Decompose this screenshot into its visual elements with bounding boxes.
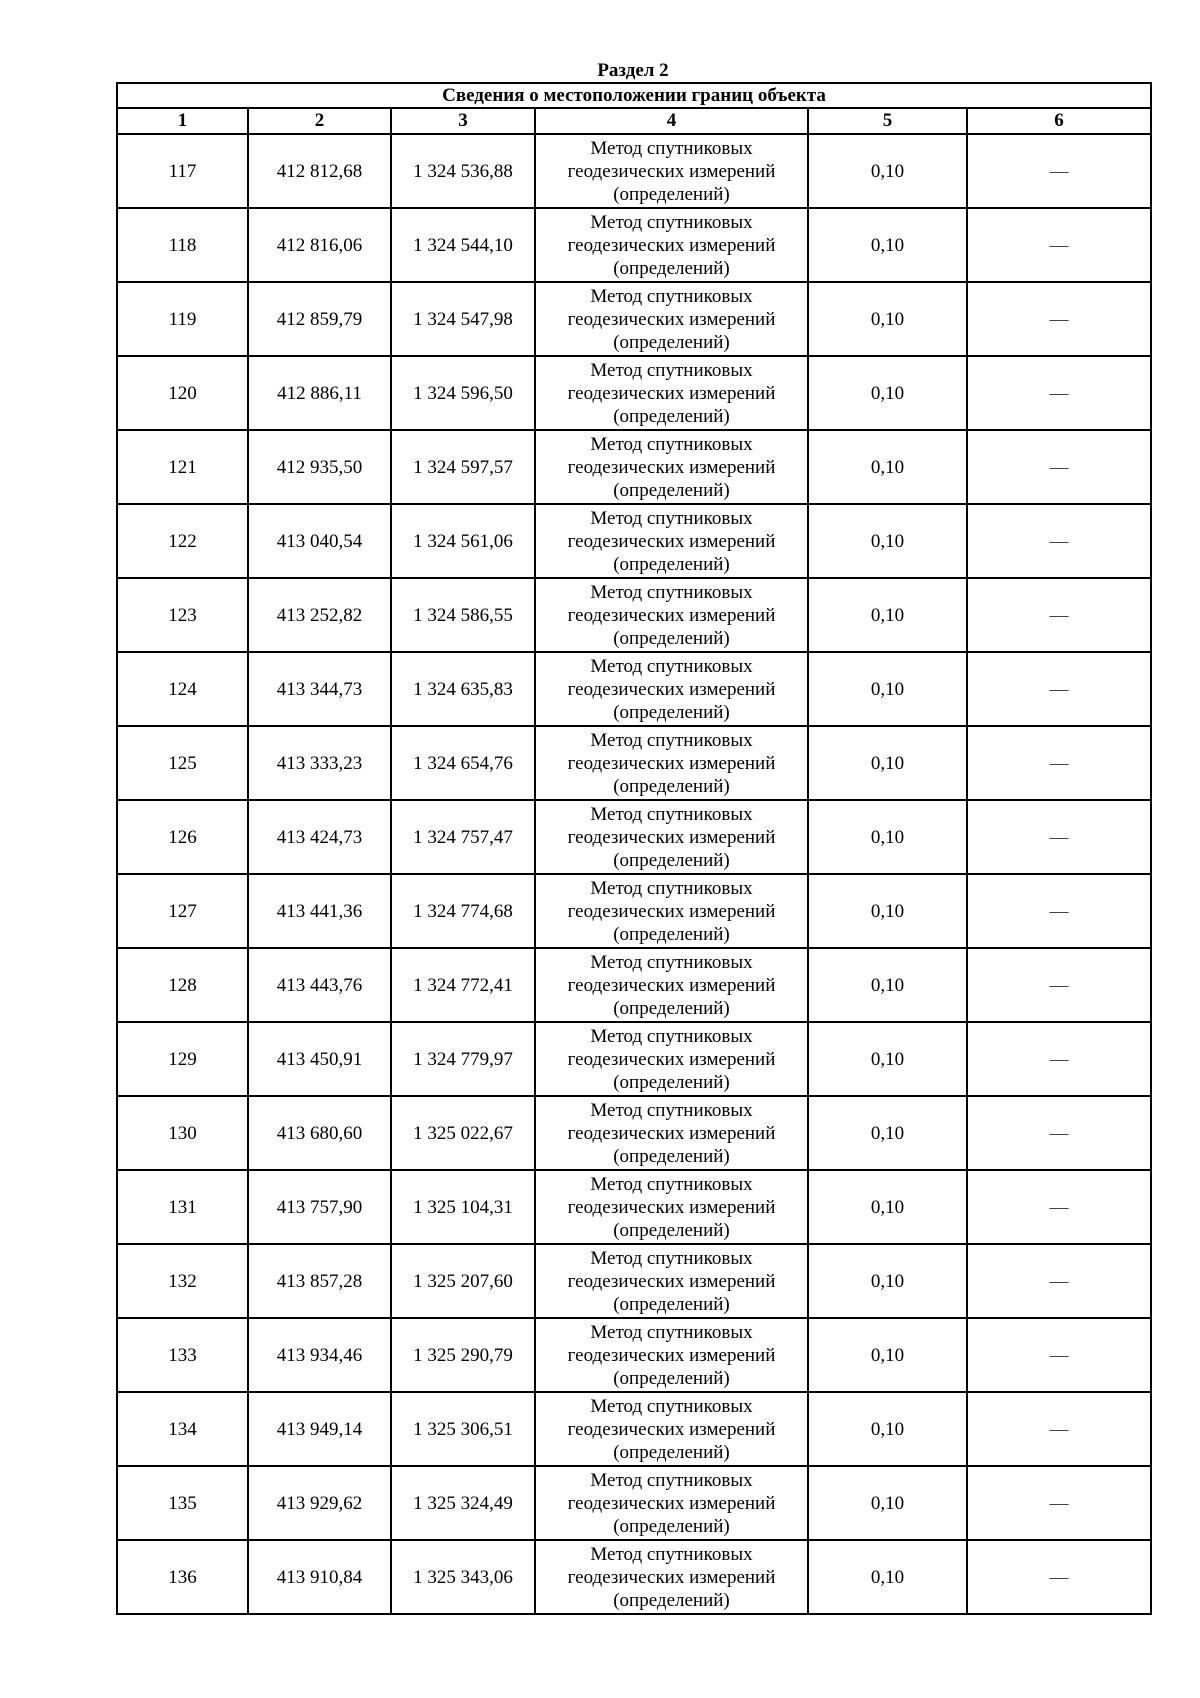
table-row xyxy=(117,208,1151,282)
table-row xyxy=(117,1540,1151,1614)
method-cell: Метод спутниковых геодезических измерений (определений) xyxy=(535,282,808,356)
note-cell: — xyxy=(967,1170,1151,1244)
table-row xyxy=(117,1318,1151,1392)
y-coordinate-cell: 1 324 547,98 xyxy=(391,282,535,356)
method-cell: Метод спутниковых геодезических измерений (определений) xyxy=(535,578,808,652)
accuracy-cell: 0,10 xyxy=(808,134,967,208)
y-coordinate-cell: 1 324 586,55 xyxy=(391,578,535,652)
note-cell: — xyxy=(967,726,1151,800)
x-coordinate-cell: 413 344,73 xyxy=(248,652,391,726)
section-title: Раздел 2 xyxy=(597,60,669,81)
y-coordinate-cell: 1 324 774,68 xyxy=(391,874,535,948)
y-coordinate-cell: 1 324 635,83 xyxy=(391,652,535,726)
method-cell: Метод спутниковых геодезических измерений (определений) xyxy=(535,208,808,282)
point-number-cell: 127 xyxy=(117,874,248,948)
y-coordinate-cell: 1 325 306,51 xyxy=(391,1392,535,1466)
note-cell: — xyxy=(967,430,1151,504)
accuracy-cell: 0,10 xyxy=(808,726,967,800)
x-coordinate-cell: 412 816,06 xyxy=(248,208,391,282)
method-cell: Метод спутниковых геодезических измерений (определений) xyxy=(535,874,808,948)
boundary-table xyxy=(116,82,1152,1615)
point-number-cell: 136 xyxy=(117,1540,248,1614)
x-coordinate-cell: 413 929,62 xyxy=(248,1466,391,1540)
note-cell: — xyxy=(967,1244,1151,1318)
method-cell: Метод спутниковых геодезических измерений (определений) xyxy=(535,726,808,800)
method-cell: Метод спутниковых геодезических измерений (определений) xyxy=(535,1318,808,1392)
accuracy-cell: 0,10 xyxy=(808,1022,967,1096)
x-coordinate-cell: 413 680,60 xyxy=(248,1096,391,1170)
table-caption-row xyxy=(117,83,1151,108)
point-number-cell: 132 xyxy=(117,1244,248,1318)
column-number: 1 xyxy=(117,108,248,134)
point-number-cell: 130 xyxy=(117,1096,248,1170)
column-number: 2 xyxy=(248,108,391,134)
x-coordinate-cell: 413 910,84 xyxy=(248,1540,391,1614)
x-coordinate-cell: 413 424,73 xyxy=(248,800,391,874)
column-number: 6 xyxy=(967,108,1151,134)
table-row xyxy=(117,1466,1151,1540)
accuracy-cell: 0,10 xyxy=(808,208,967,282)
column-number: 5 xyxy=(808,108,967,134)
note-cell: — xyxy=(967,1466,1151,1540)
point-number-cell: 126 xyxy=(117,800,248,874)
table-row xyxy=(117,282,1151,356)
x-coordinate-cell: 412 859,79 xyxy=(248,282,391,356)
point-number-cell: 131 xyxy=(117,1170,248,1244)
point-number-cell: 135 xyxy=(117,1466,248,1540)
method-cell: Метод спутниковых геодезических измерений (определений) xyxy=(535,504,808,578)
x-coordinate-cell: 413 333,23 xyxy=(248,726,391,800)
point-number-cell: 122 xyxy=(117,504,248,578)
note-cell: — xyxy=(967,282,1151,356)
point-number-cell: 120 xyxy=(117,356,248,430)
y-coordinate-cell: 1 324 596,50 xyxy=(391,356,535,430)
note-cell: — xyxy=(967,1318,1151,1392)
point-number-cell: 134 xyxy=(117,1392,248,1466)
accuracy-cell: 0,10 xyxy=(808,1392,967,1466)
x-coordinate-cell: 413 443,76 xyxy=(248,948,391,1022)
table-row xyxy=(117,430,1151,504)
x-coordinate-cell: 413 757,90 xyxy=(248,1170,391,1244)
note-cell: — xyxy=(967,208,1151,282)
accuracy-cell: 0,10 xyxy=(808,1540,967,1614)
point-number-cell: 123 xyxy=(117,578,248,652)
point-number-cell: 117 xyxy=(117,134,248,208)
x-coordinate-cell: 412 812,68 xyxy=(248,134,391,208)
y-coordinate-cell: 1 324 536,88 xyxy=(391,134,535,208)
point-number-cell: 119 xyxy=(117,282,248,356)
x-coordinate-cell: 412 886,11 xyxy=(248,356,391,430)
point-number-cell: 133 xyxy=(117,1318,248,1392)
x-coordinate-cell: 413 857,28 xyxy=(248,1244,391,1318)
accuracy-cell: 0,10 xyxy=(808,874,967,948)
point-number-cell: 125 xyxy=(117,726,248,800)
method-cell: Метод спутниковых геодезических измерений (определений) xyxy=(535,1022,808,1096)
accuracy-cell: 0,10 xyxy=(808,800,967,874)
note-cell: — xyxy=(967,874,1151,948)
table-row xyxy=(117,1170,1151,1244)
method-cell: Метод спутниковых геодезических измерений (определений) xyxy=(535,1170,808,1244)
y-coordinate-cell: 1 324 772,41 xyxy=(391,948,535,1022)
x-coordinate-cell: 413 252,82 xyxy=(248,578,391,652)
point-number-cell: 121 xyxy=(117,430,248,504)
y-coordinate-cell: 1 324 544,10 xyxy=(391,208,535,282)
y-coordinate-cell: 1 325 324,49 xyxy=(391,1466,535,1540)
table-row xyxy=(117,1022,1151,1096)
method-cell: Метод спутниковых геодезических измерений (определений) xyxy=(535,134,808,208)
accuracy-cell: 0,10 xyxy=(808,356,967,430)
y-coordinate-cell: 1 325 343,06 xyxy=(391,1540,535,1614)
table-row xyxy=(117,134,1151,208)
table-row xyxy=(117,1392,1151,1466)
accuracy-cell: 0,10 xyxy=(808,652,967,726)
y-coordinate-cell: 1 324 779,97 xyxy=(391,1022,535,1096)
table-row xyxy=(117,1096,1151,1170)
accuracy-cell: 0,10 xyxy=(808,1170,967,1244)
y-coordinate-cell: 1 324 561,06 xyxy=(391,504,535,578)
table-row xyxy=(117,356,1151,430)
column-number-row xyxy=(117,108,1151,134)
point-number-cell: 128 xyxy=(117,948,248,1022)
table-row xyxy=(117,504,1151,578)
y-coordinate-cell: 1 324 654,76 xyxy=(391,726,535,800)
accuracy-cell: 0,10 xyxy=(808,1096,967,1170)
method-cell: Метод спутниковых геодезических измерений (определений) xyxy=(535,1540,808,1614)
note-cell: — xyxy=(967,134,1151,208)
x-coordinate-cell: 413 441,36 xyxy=(248,874,391,948)
x-coordinate-cell: 412 935,50 xyxy=(248,430,391,504)
accuracy-cell: 0,10 xyxy=(808,504,967,578)
note-cell: — xyxy=(967,1540,1151,1614)
accuracy-cell: 0,10 xyxy=(808,1318,967,1392)
y-coordinate-cell: 1 325 022,67 xyxy=(391,1096,535,1170)
method-cell: Метод спутниковых геодезических измерений (определений) xyxy=(535,1392,808,1466)
note-cell: — xyxy=(967,504,1151,578)
method-cell: Метод спутниковых геодезических измерений (определений) xyxy=(535,1466,808,1540)
method-cell: Метод спутниковых геодезических измерений (определений) xyxy=(535,800,808,874)
column-number: 3 xyxy=(391,108,535,134)
method-cell: Метод спутниковых геодезических измерений (определений) xyxy=(535,948,808,1022)
table-row xyxy=(117,800,1151,874)
y-coordinate-cell: 1 325 207,60 xyxy=(391,1244,535,1318)
note-cell: — xyxy=(967,1392,1151,1466)
method-cell: Метод спутниковых геодезических измерений (определений) xyxy=(535,652,808,726)
point-number-cell: 118 xyxy=(117,208,248,282)
accuracy-cell: 0,10 xyxy=(808,948,967,1022)
accuracy-cell: 0,10 xyxy=(808,1466,967,1540)
note-cell: — xyxy=(967,1096,1151,1170)
note-cell: — xyxy=(967,356,1151,430)
y-coordinate-cell: 1 324 597,57 xyxy=(391,430,535,504)
note-cell: — xyxy=(967,1022,1151,1096)
note-cell: — xyxy=(967,800,1151,874)
x-coordinate-cell: 413 040,54 xyxy=(248,504,391,578)
x-coordinate-cell: 413 450,91 xyxy=(248,1022,391,1096)
note-cell: — xyxy=(967,948,1151,1022)
point-number-cell: 124 xyxy=(117,652,248,726)
table-caption: Сведения о местоположении границ объекта xyxy=(117,83,1151,108)
accuracy-cell: 0,10 xyxy=(808,282,967,356)
column-number: 4 xyxy=(535,108,808,134)
table-row xyxy=(117,1244,1151,1318)
table-row xyxy=(117,652,1151,726)
method-cell: Метод спутниковых геодезических измерений (определений) xyxy=(535,1096,808,1170)
method-cell: Метод спутниковых геодезических измерений (определений) xyxy=(535,1244,808,1318)
y-coordinate-cell: 1 325 104,31 xyxy=(391,1170,535,1244)
x-coordinate-cell: 413 949,14 xyxy=(248,1392,391,1466)
method-cell: Метод спутниковых геодезических измерений (определений) xyxy=(535,430,808,504)
y-coordinate-cell: 1 324 757,47 xyxy=(391,800,535,874)
point-number-cell: 129 xyxy=(117,1022,248,1096)
table-row xyxy=(117,726,1151,800)
accuracy-cell: 0,10 xyxy=(808,1244,967,1318)
table-row xyxy=(117,874,1151,948)
table-row xyxy=(117,578,1151,652)
note-cell: — xyxy=(967,652,1151,726)
accuracy-cell: 0,10 xyxy=(808,430,967,504)
note-cell: — xyxy=(967,578,1151,652)
x-coordinate-cell: 413 934,46 xyxy=(248,1318,391,1392)
y-coordinate-cell: 1 325 290,79 xyxy=(391,1318,535,1392)
method-cell: Метод спутниковых геодезических измерений (определений) xyxy=(535,356,808,430)
table-row xyxy=(117,948,1151,1022)
accuracy-cell: 0,10 xyxy=(808,578,967,652)
